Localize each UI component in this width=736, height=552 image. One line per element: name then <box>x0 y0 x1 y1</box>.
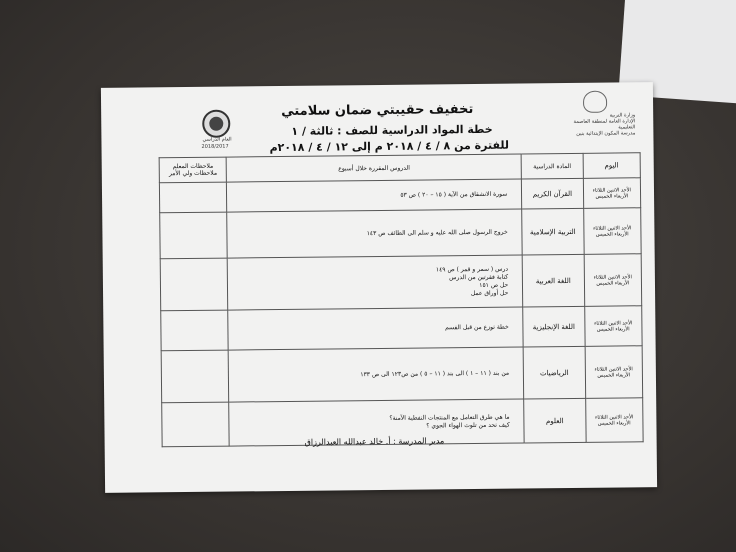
parent-notes-header: ملاحظات ولي الأمر <box>168 169 218 178</box>
ministry-emblem-icon <box>583 91 607 113</box>
notes-header <box>159 157 227 183</box>
lesson-item: من بند ( ١١ – ١ ) الى بند ( ١١ – ٥ ) من ص١٢٣ الى ص ١٣٣ <box>360 369 510 378</box>
notes-cell <box>161 310 229 351</box>
day-cell: الأحد الاثنين الثلاثاء الأربعاء الخميس <box>583 178 641 209</box>
ministry-lines: وزارة التربية الإدارة العامة لمنطقة العاصمة التعليمية مدرسة المكون الإبتدائية بنين <box>573 112 636 137</box>
subject-cell: القرآن الكريم <box>522 178 584 209</box>
lessons-cell <box>228 255 523 310</box>
lesson-item: درس ( سمر و قمر ) ص ١٤٩ <box>435 265 509 273</box>
notes-cell <box>162 402 230 447</box>
lesson-item: خروج الرسول صلى الله عليه و سلم الى الطائف ص ١٤٣ <box>366 228 508 237</box>
notes-cell <box>161 350 229 403</box>
subject-cell: العلوم <box>524 398 586 443</box>
schedule-paper <box>101 82 657 493</box>
day-cell: الأحد الاثنين الثلاثاء الأربعاء الخميس <box>584 254 642 307</box>
lesson-item: كتابة فقرتين من الدرس <box>449 273 509 281</box>
day-cell: الأحد الاثنين الثلاثاء الأربعاء الخميس <box>585 398 643 443</box>
lessons-cell <box>227 209 522 258</box>
school-year-label: العام الدراسي <box>202 136 232 143</box>
lesson-item: ما هي طرق التعامل مع المنتجات النفطية الآمنة؟ <box>389 413 510 422</box>
table-row <box>160 254 642 311</box>
lesson-item: سورة الانشقاق من الآية ( ١٥ – ٢٠ ) ص ٥٣ <box>400 190 508 199</box>
school-emblem-icon <box>202 110 230 138</box>
lessons-cell <box>227 179 522 212</box>
schedule-table <box>159 152 644 447</box>
subject-cell: اللغة العربية <box>522 254 584 307</box>
day-cell: الأحد الاثنين الثلاثاء الأربعاء الخميس <box>584 306 642 347</box>
table-row <box>161 346 643 403</box>
school-year: 2018/2017 <box>201 143 229 150</box>
principal-signature-line: مدير المدرسة : أ. خالد عبدالله العبدالرزاق <box>304 436 445 447</box>
lessons-header: الدروس المقررة خلال أسبوع <box>227 154 522 182</box>
lesson-item: خطة توزع من قبل القسم <box>445 323 509 331</box>
day-cell: الأحد الاثنين الثلاثاء الأربعاء الخميس <box>583 208 641 255</box>
period-text: للفترة من ٨ / ٤ / ٢٠١٨ م إلى ١٢ / ٤ / ٢٠١٨م <box>269 138 510 155</box>
lessons-cell <box>228 307 523 350</box>
lesson-item: حل أوراق عمل <box>470 289 509 297</box>
table-row <box>160 208 641 259</box>
plan-title: خطة المواد الدراسية للصف : ثالثة / ١ <box>291 122 493 138</box>
notes-cell <box>160 258 228 311</box>
lesson-item: كيف تحد من تلوث الهواء الجوي ؟ <box>426 421 510 430</box>
day-header: اليوم <box>583 153 641 179</box>
subject-cell: الرياضيات <box>523 346 585 399</box>
notes-cell <box>159 182 227 213</box>
lessons-cell <box>229 347 524 402</box>
day-cell: الأحد الاثنين الثلاثاء الأربعاء الخميس <box>585 346 643 399</box>
subject-cell: التربية الإسلامية <box>522 208 584 255</box>
lesson-item: حل ص ١٥١ <box>479 281 509 289</box>
table-row <box>161 306 642 351</box>
subject-cell: اللغة الإنجليزية <box>523 306 585 347</box>
notes-cell <box>160 212 228 259</box>
page-title: تخفيف حقيبتي ضمان سلامتي <box>281 102 474 120</box>
teacher-notes-header: ملاحظات المعلم <box>172 162 214 171</box>
subject-header: المادة الدراسية <box>521 153 583 179</box>
